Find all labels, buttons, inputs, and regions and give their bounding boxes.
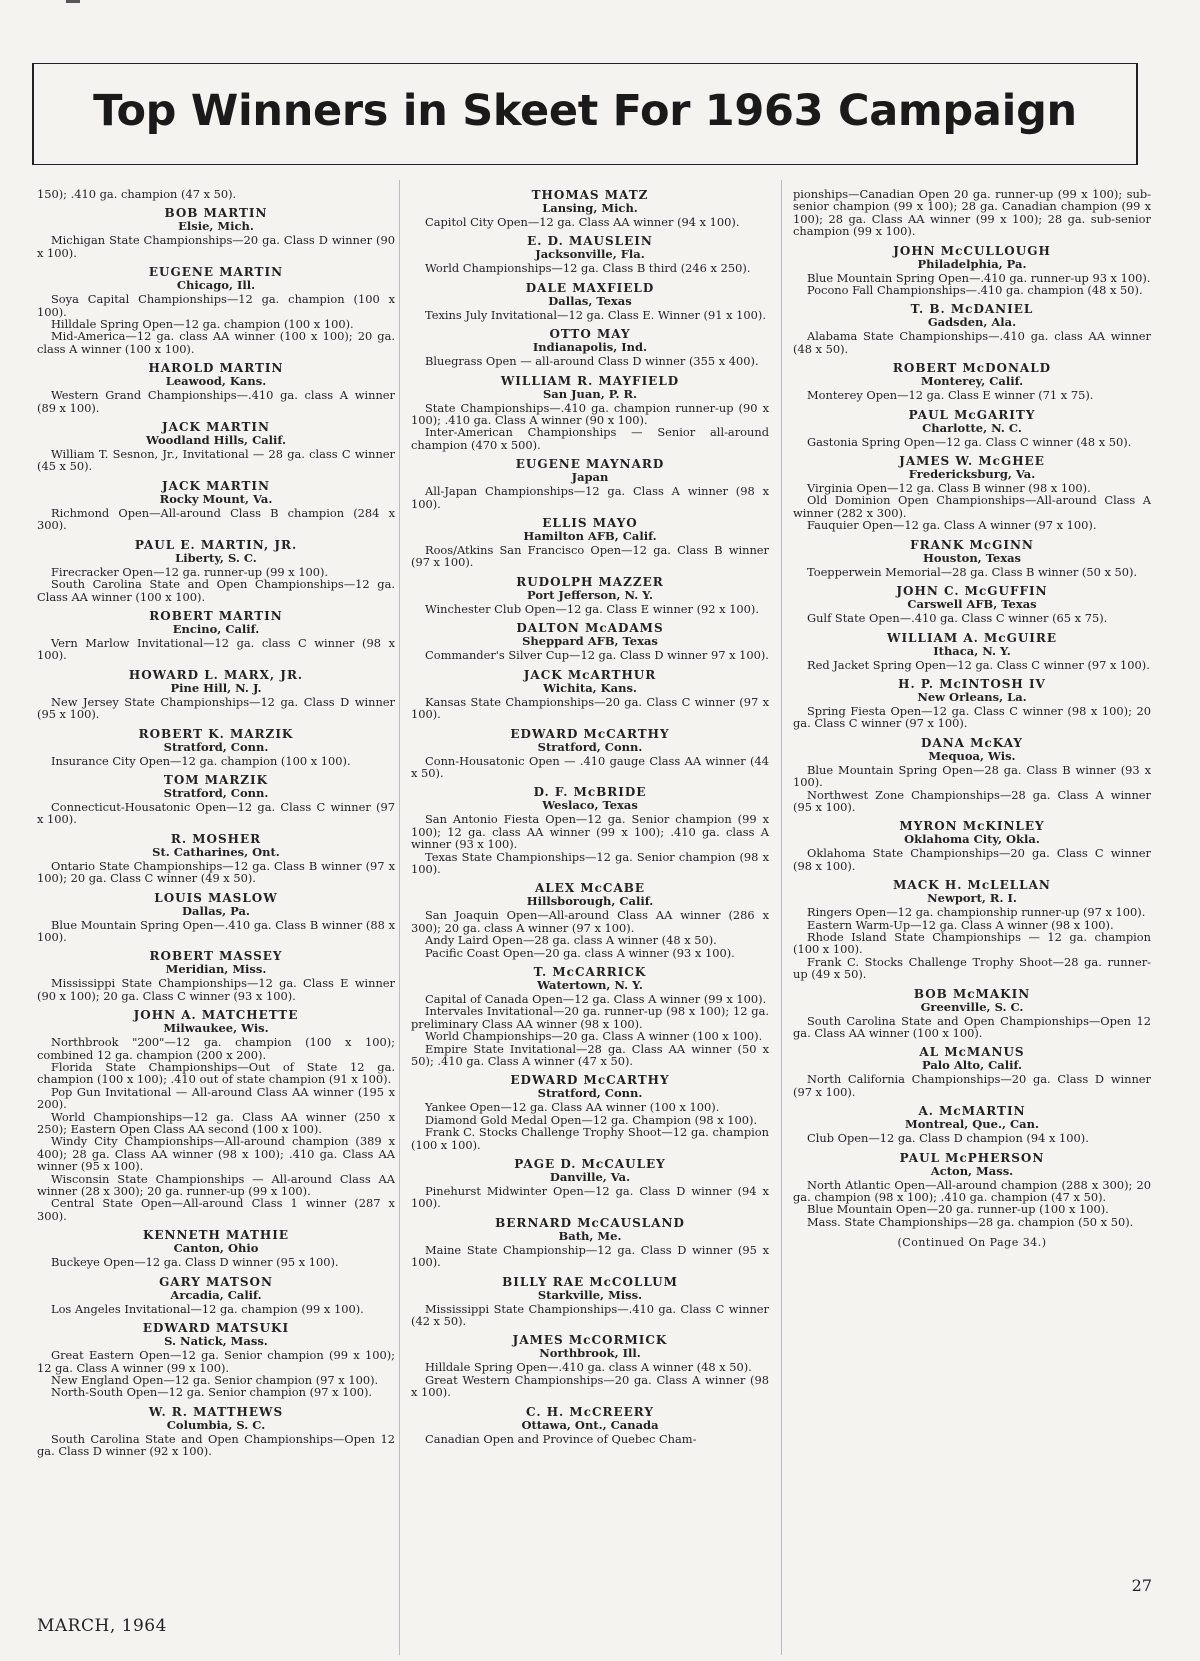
winner-hometown: Ottawa, Ont., Canada	[521, 1417, 659, 1432]
winner-name: A. McMARTIN	[918, 1104, 1026, 1119]
winner-hometown: Charlotte, N. C.	[922, 420, 1022, 435]
winner-hometown: Columbia, S. C.	[166, 1417, 266, 1432]
winner-name: DALE MAXFIELD	[525, 280, 655, 295]
winner-result: Los Angeles Invitational—12 ga. champion (99 x 100).	[51, 1301, 364, 1316]
winner-result: Richmond Open—All-around Class B champion (284 x 300).	[37, 505, 395, 533]
winner-name: WILLIAM A. McGUIRE	[886, 630, 1058, 645]
winner-result: Bluegrass Open — all-around Class D winner (355 x 400).	[425, 354, 759, 369]
winner-hometown: Dallas, Pa.	[182, 903, 250, 918]
winner-name: WILLIAM R. MAYFIELD	[500, 373, 680, 388]
winner-result: Pocono Fall Championships—.410 ga. champion (48 x 50).	[807, 283, 1143, 298]
winner-result: Roos/Atkins San Francisco Open—12 ga. Class B winner (97 x 100).	[411, 543, 769, 570]
winner-hometown: Weslaco, Texas	[542, 798, 638, 813]
winner-name: E. D. MAUSLEIN	[527, 234, 653, 249]
winner-hometown: Dallas, Texas	[548, 293, 632, 308]
winner-result: William T. Sesnon, Jr., Invitational — 28 ga. class C winner (45 x 50).	[37, 447, 395, 474]
winner-name: EDWARD MATSUKI	[142, 1321, 290, 1336]
winner-name: BERNARD McCAUSLAND	[495, 1215, 685, 1230]
winner-entry	[37, 833, 395, 885]
winner-name: ALEX McCABE	[534, 881, 646, 896]
winner-name: MACK H. McLELLAN	[893, 878, 1051, 893]
winner-hometown: Meridian, Miss.	[165, 962, 267, 977]
winner-result: Frank C. Stocks Challenge Trophy Shoot—28 ga. runner-up (49 x 50).	[793, 954, 1151, 982]
winner-result: Maine State Championship—12 ga. Class D winner (95 x 100).	[411, 1242, 769, 1270]
winner-result: Insurance City Open—12 ga. champion (100 x 100).	[51, 753, 351, 768]
winner-hometown: Northbrook, Ill.	[539, 1346, 641, 1361]
winner-entry	[411, 1406, 769, 1445]
winner-name: JACK McARTHUR	[523, 667, 657, 682]
winner-result: Northbrook "200"—12 ga. champion (100 x 100); combined 12 ga. champion (200 x 200).	[37, 1035, 395, 1062]
winner-result: South Carolina State and Open Championships—12 ga. Class AA winner (100 x 100).	[37, 577, 395, 604]
title-box	[32, 63, 1138, 165]
winner-result: Alabama State Championships—.410 ga. class AA winner (48 x 50).	[793, 329, 1151, 356]
winner-result: Virginia Open—12 ga. Class B winner (98 x 100).	[807, 481, 1091, 496]
winner-name: ROBERT K. MARZIK	[138, 726, 294, 741]
column-divider	[781, 180, 782, 1655]
winner-hometown: Gadsden, Ala.	[927, 315, 1017, 330]
winner-hometown: Wichita, Kans.	[543, 680, 637, 695]
winner-name: THOMAS MATZ	[531, 188, 649, 202]
winner-hometown: Oklahoma City, Okla.	[904, 832, 1040, 847]
winner-entry	[793, 632, 1151, 671]
winner-name: ELLIS MAYO	[542, 516, 638, 531]
winner-entry	[37, 774, 395, 826]
winner-name: RUDOLPH MAZZER	[516, 574, 664, 589]
winner-result: Yankee Open—12 ga. Class AA winner (100 x 100).	[425, 1100, 720, 1115]
winner-hometown: New Orleans, La.	[917, 689, 1027, 704]
winner-entry	[411, 1217, 769, 1269]
winner-result: Mid-America—12 ga. class AA winner (100 x 100); 20 ga. class A winner (100 x 100).	[37, 329, 395, 356]
winner-name: EUGENE MARTIN	[148, 265, 284, 280]
winner-name: T. McCARRICK	[533, 964, 647, 979]
winner-entry	[37, 362, 395, 414]
winner-result: Commander's Silver Cup—12 ga. Class D winner 97 x 100).	[425, 648, 769, 663]
winner-result: Red Jacket Spring Open—12 ga. Class C winner (97 x 100).	[807, 657, 1150, 672]
winner-result: Winchester Club Open—12 ga. Class E winner (92 x 100).	[425, 601, 759, 616]
winner-result: Club Open—12 ga. Class D champion (94 x 100).	[807, 1131, 1089, 1146]
winner-result: Blue Mountain Spring Open—.410 ga. runner-up 93 x 100).	[807, 270, 1151, 285]
winner-result: Soya Capital Championships—12 ga. champion (100 x 100).	[37, 292, 395, 319]
column-3	[793, 188, 1151, 1250]
winner-hometown: Houston, Texas	[922, 550, 1022, 565]
winner-hometown: Arcadia, Calif.	[170, 1287, 262, 1302]
winner-entry	[793, 678, 1151, 730]
winner-hometown: Stratford, Conn.	[163, 785, 269, 800]
winner-hometown: Hillsborough, Calif.	[526, 894, 654, 909]
winner-name: ROBERT MARTIN	[149, 608, 283, 623]
winner-hometown: Carswell AFB, Texas	[907, 597, 1037, 612]
winner-entry	[411, 282, 769, 321]
winner-result: Buckeye Open—12 ga. Class D winner (95 x 100).	[51, 1255, 339, 1270]
winner-hometown: Leawood, Kans.	[165, 374, 267, 389]
winner-result: North California Championships—20 ga. Class D winner (97 x 100).	[793, 1072, 1151, 1099]
winner-entry	[411, 1334, 769, 1398]
winner-hometown: Stratford, Conn.	[537, 739, 643, 754]
winner-result: Kansas State Championships—20 ga. Class C winner (97 x 100).	[411, 694, 769, 722]
winner-entry	[793, 1046, 1151, 1098]
winner-name: BILLY RAE McCOLLUM	[502, 1274, 678, 1289]
winner-name: R. MOSHER	[170, 831, 262, 846]
winner-name: JACK MARTIN	[161, 420, 270, 435]
winner-result: Wisconsin State Championships — All-around Class AA winner (28 x 300); 20 ga. runner-up (99 x 100).	[37, 1171, 395, 1199]
winner-entry	[411, 189, 769, 228]
winner-name: LOUIS MASLOW	[154, 890, 278, 905]
winner-result: New Jersey State Championships—12 ga. Class D winner (95 x 100).	[37, 694, 395, 722]
winner-name: TOM MARZIK	[163, 772, 269, 787]
column-1	[37, 188, 395, 1465]
winner-hometown: Newport, R. I.	[927, 891, 1017, 906]
winner-entry	[411, 882, 769, 959]
winner-result: Old Dominion Open Championships—All-around Class A winner (282 x 300).	[793, 493, 1151, 520]
winner-hometown: Watertown, N. Y.	[537, 977, 643, 992]
winner-entry	[411, 786, 769, 875]
winner-result: Fauquier Open—12 ga. Class A winner (97 x 100).	[807, 518, 1097, 533]
winner-hometown: Pine Hill, N. J.	[170, 680, 262, 695]
winner-name: AL McMANUS	[919, 1045, 1025, 1060]
winner-result: Pacific Coast Open—20 ga. class A winner (93 x 100).	[425, 945, 735, 960]
winner-result: Central State Open—All-around Class 1 winner (287 x 300).	[37, 1196, 395, 1223]
winner-result: Rhode Island State Championships — 12 ga. champion (100 x 100).	[793, 929, 1151, 957]
winner-entry	[37, 610, 395, 662]
winner-result: Vern Marlow Invitational—12 ga. class C winner (98 x 100).	[37, 635, 395, 663]
winner-hometown: Lansing, Mich.	[542, 201, 638, 215]
winner-hometown: San Juan, P. R.	[542, 386, 638, 401]
winner-result: Western Grand Championships—.410 ga. class A winner (89 x 100).	[37, 388, 395, 415]
winner-result: Florida State Championships—Out of State 12 ga. champion (100 x 100); .410 out of state champion (91 x 100).	[37, 1060, 395, 1087]
winner-hometown: Stratford, Conn.	[163, 739, 269, 754]
winner-name: HOWARD L. MARX, JR.	[128, 667, 304, 682]
winner-entry	[411, 458, 769, 510]
winner-entry	[793, 1152, 1151, 1229]
winner-result: Firecracker Open—12 ga. runner-up (99 x 100).	[51, 564, 329, 579]
page-number: 27	[1131, 1576, 1152, 1595]
winner-entry	[411, 966, 769, 1067]
winner-hometown: Philadelphia, Pa.	[917, 256, 1027, 271]
winner-hometown: St. Catharines, Ont.	[152, 844, 280, 859]
winner-result: New England Open—12 ga. Senior champion (97 x 100).	[51, 1372, 379, 1387]
winner-result: Pop Gun Invitational — All-around Class AA winner (195 x 200).	[37, 1084, 395, 1112]
winner-name: DANA McKAY	[921, 735, 1023, 750]
winner-result: Texas State Championships—12 ga. Senior champion (98 x 100).	[411, 849, 769, 876]
winner-name: GARY MATSON	[159, 1274, 273, 1289]
winner-entry	[411, 1074, 769, 1151]
winner-hometown: Stratford, Conn.	[537, 1086, 643, 1101]
winner-result: Blue Mountain Spring Open—.410 ga. Class B winner (88 x 100).	[37, 917, 395, 944]
winner-hometown: Sheppard AFB, Texas	[522, 634, 658, 649]
winner-entry	[37, 1276, 395, 1315]
winner-entry	[793, 820, 1151, 872]
winner-result: Mass. State Championships—28 ga. champion (50 x 50).	[807, 1214, 1134, 1229]
winner-result: Oklahoma State Championships—20 ga. Class C winner (98 x 100).	[793, 846, 1151, 873]
winner-name: JOHN McCULLOUGH	[893, 243, 1051, 258]
winner-entry	[37, 892, 395, 944]
winner-result: Texins July Invitational—12 ga. Class E. Winner (91 x 100).	[425, 307, 766, 322]
winner-name: W. R. MATTHEWS	[148, 1404, 284, 1419]
winner-entry	[793, 737, 1151, 814]
winner-entry	[411, 622, 769, 661]
winner-hometown: Bath, Me.	[558, 1228, 622, 1243]
winner-hometown: Encino, Calif.	[172, 621, 260, 636]
winner-result: Gulf State Open—.410 ga. Class C winner (65 x 75).	[807, 611, 1108, 626]
winner-hometown: Monterey, Calif.	[920, 374, 1024, 389]
winner-result: Capitol City Open—12 ga. Class AA winner (94 x 100).	[425, 215, 740, 229]
winner-result: South Carolina State and Open Championships—Open 12 ga. Class D winner (92 x 100).	[37, 1431, 395, 1459]
winner-name: C. H. McCREERY	[526, 1404, 654, 1419]
winner-hometown: Canton, Ohio	[173, 1241, 259, 1256]
winner-result: Pinehurst Midwinter Open—12 ga. Class D winner (94 x 100).	[411, 1184, 769, 1211]
winner-entry	[37, 480, 395, 532]
winner-name: KENNETH MATHIE	[142, 1228, 290, 1243]
winner-result: Toepperwein Memorial—28 ga. Class B winner (50 x 50).	[807, 564, 1138, 579]
winner-result: North Atlantic Open—All-around champion (288 x 300); 20 ga. champion (98 x 100); .410 ga. champion (47 x 50).	[793, 1177, 1151, 1205]
winner-result: Connecticut-Housatonic Open—12 ga. Class C winner (97 x 100).	[37, 799, 395, 827]
winner-name: BOB MARTIN	[164, 206, 268, 221]
winner-name: JAMES McCORMICK	[512, 1333, 668, 1348]
winner-name: JOHN A. MATCHETTE	[133, 1008, 299, 1023]
winner-result: World Championships—12 ga. Class AA winner (250 x 250); Eastern Open Class AA second (100 x 100).	[37, 1109, 395, 1137]
winner-name: T. B. McDANIEL	[910, 302, 1034, 317]
winner-hometown: Chicago, Ill.	[176, 278, 256, 293]
winner-hometown: Danville, Va.	[549, 1170, 631, 1185]
winner-result: Gastonia Spring Open—12 ga. Class C winner (48 x 50).	[807, 434, 1132, 449]
winner-entry	[411, 1158, 769, 1210]
winner-result: Capital of Canada Open—12 ga. Class A winner (99 x 100).	[425, 991, 767, 1006]
continued-note: (Continued On Page 34.)	[897, 1236, 1047, 1250]
winner-entry	[793, 409, 1151, 448]
winner-entry	[793, 303, 1151, 355]
winner-result: Intervales Invitational—20 ga. runner-up (98 x 100); 12 ga. preliminary Class AA winner (98 x 100).	[411, 1004, 769, 1031]
winner-hometown: Japan	[571, 470, 609, 485]
winner-entry	[793, 455, 1151, 532]
winner-entry	[37, 207, 395, 259]
winner-result: Great Western Championships—20 ga. Class A winner (98 x 100).	[411, 1372, 769, 1400]
winner-entry	[411, 1276, 769, 1328]
winner-result: North-South Open—12 ga. Senior champion (97 x 100).	[51, 1385, 373, 1400]
winner-hometown: Ithaca, N. Y.	[933, 643, 1011, 658]
winner-name: PAUL E. MARTIN, JR.	[134, 537, 298, 552]
winner-entry	[793, 362, 1151, 401]
winner-entry	[37, 950, 395, 1002]
winner-hometown: Rocky Mount, Va.	[159, 491, 273, 506]
winner-entry	[37, 1229, 395, 1268]
winner-name: EDWARD McCARTHY	[510, 726, 670, 741]
winner-result: All-Japan Championships—12 ga. Class A winner (98 x 100).	[411, 484, 769, 511]
winner-result: Eastern Warm-Up—12 ga. Class A winner (98 x 100).	[807, 917, 1114, 932]
winner-entry	[411, 375, 769, 452]
winner-result: Inter-American Championships — Senior all-around champion (470 x 500).	[411, 425, 769, 452]
winner-hometown: Greenville, S. C.	[920, 999, 1024, 1014]
winner-entry	[37, 539, 395, 603]
winner-entry	[37, 1406, 395, 1458]
winner-name: OTTO MAY	[549, 327, 631, 342]
winner-name: DALTON McADAMS	[516, 621, 664, 636]
winner-hometown: Port Jefferson, N. Y.	[527, 587, 653, 602]
winner-name: HAROLD MARTIN	[148, 361, 284, 376]
winner-entry	[411, 669, 769, 721]
winner-hometown: Milwaukee, Wis.	[163, 1021, 269, 1036]
page-title: Top Winners in Skeet For 1963 Campaign	[93, 86, 1077, 136]
winner-result: State Championships—.410 ga. champion runner-up (90 x 100); .410 ga. Class A winner (90 x 100).	[411, 400, 769, 428]
winner-result: South Carolina State and Open Championships—Open 12 ga. Class AA winner (100 x 100).	[793, 1013, 1151, 1040]
winner-name: ROBERT McDONALD	[892, 361, 1052, 376]
winner-result: Northwest Zone Championships—28 ga. Class A winner (95 x 100).	[793, 787, 1151, 814]
winner-name: ROBERT MASSEY	[149, 949, 283, 964]
winner-entry	[37, 728, 395, 767]
winner-name: EDWARD McCARTHY	[510, 1073, 670, 1088]
winner-result: World Championships—12 ga. Class B third (246 x 250).	[425, 261, 751, 276]
continued-text: pionships—Canadian Open 20 ga. runner-up (99 x 100); sub-senior champion (99 x 100); 28 ga. Canadian champion (99 x 100); 28 ga. Class AA winner (99 x 100); 28 ga. sub-senior champion (99 x 100).	[793, 187, 1151, 239]
winner-name: JAMES W. McGHEE	[899, 454, 1045, 469]
winner-hometown: Hamilton AFB, Calif.	[523, 529, 657, 544]
winner-result: Ringers Open—12 ga. championship runner-up (97 x 100).	[807, 905, 1146, 920]
winner-result: Hilldale Spring Open—12 ga. champion (100 x 100).	[51, 317, 354, 332]
winner-entry	[37, 1322, 395, 1399]
winner-hometown: Elsie, Mich.	[178, 219, 254, 234]
winner-hometown: Woodland Hills, Calif.	[146, 433, 286, 448]
winner-result: Mississippi State Championships—12 ga. Class E winner (90 x 100); 20 ga. Class C winner (93 x 100).	[37, 976, 395, 1003]
winner-hometown: S. Natick, Mass.	[164, 1334, 268, 1349]
top-edge-mark	[66, 0, 80, 3]
winner-hometown: Jacksonville, Fla.	[535, 247, 645, 262]
winner-hometown: Liberty, S. C.	[175, 550, 257, 565]
winner-entry	[793, 879, 1151, 980]
winner-name: FRANK McGINN	[910, 537, 1034, 552]
winner-result: Ontario State Championships—12 ga. Class B winner (97 x 100); 20 ga. Class C winner (49 x 50).	[37, 858, 395, 886]
winner-name: PAGE D. McCAULEY	[514, 1157, 666, 1172]
winner-name: PAUL McPHERSON	[899, 1150, 1045, 1165]
winner-name: JACK MARTIN	[161, 478, 270, 493]
winner-entry	[37, 266, 395, 355]
winner-hometown: Palo Alto, Calif.	[922, 1058, 1022, 1073]
winner-name: MYRON McKINLEY	[899, 819, 1045, 834]
winner-result: Michigan State Championships—20 ga. Class D winner (90 x 100).	[37, 233, 395, 260]
winner-entry	[411, 728, 769, 780]
winner-name: PAUL McGARITY	[908, 407, 1036, 422]
winner-result: Blue Mountain Open—20 ga. runner-up (100 x 100).	[807, 1202, 1109, 1217]
continued-text: 150); .410 ga. champion (47 x 50).	[37, 187, 237, 201]
winner-entry	[411, 576, 769, 615]
winner-result: Diamond Gold Medal Open—12 ga. Champion (98 x 100).	[425, 1112, 758, 1127]
winner-entry	[411, 517, 769, 569]
winner-result: Monterey Open—12 ga. Class E winner (71 x 75).	[807, 388, 1094, 403]
winner-name: EUGENE MAYNARD	[515, 457, 665, 472]
winner-hometown: Fredericksburg, Va.	[908, 467, 1036, 482]
winner-result: Hilldale Spring Open—.410 ga. class A winner (48 x 50).	[425, 1360, 752, 1375]
winner-hometown: Acton, Mass.	[930, 1163, 1014, 1178]
winner-name: BOB McMAKIN	[913, 986, 1031, 1001]
winner-name: H. P. McINTOSH IV	[898, 676, 1046, 691]
winner-entry	[793, 539, 1151, 578]
winner-result: San Antonio Fiesta Open—12 ga. Senior champion (99 x 100); 12 ga. class AA winner (99 x 100); .410 ga. class A winner (93 x 100).	[411, 812, 769, 852]
column-divider	[399, 180, 400, 1655]
winner-entry	[793, 988, 1151, 1040]
winner-result: Great Eastern Open—12 ga. Senior champion (99 x 100); 12 ga. Class A winner (99 x 100).	[37, 1348, 395, 1375]
winner-entry	[793, 245, 1151, 297]
winner-result: San Joaquin Open—All-around Class AA winner (286 x 300); 20 ga. class A winner (97 x 100).	[411, 908, 769, 935]
winner-result: Blue Mountain Spring Open—28 ga. Class B winner (93 x 100).	[793, 762, 1151, 790]
winner-result: Conn-Housatonic Open — .410 gauge Class AA winner (44 x 50).	[411, 753, 769, 780]
footer-date: MARCH, 1964	[37, 1616, 167, 1636]
winner-hometown: Indianapolis, Ind.	[532, 340, 648, 355]
winner-hometown: Montreal, Que., Can.	[905, 1117, 1039, 1132]
winner-result: Mississippi State Championships—.410 ga. Class C winner (42 x 50).	[411, 1301, 769, 1329]
winner-entry	[793, 1105, 1151, 1144]
winner-entry	[37, 1009, 395, 1222]
winner-hometown: Mequoa, Wis.	[928, 748, 1016, 763]
winner-name: D. F. McBRIDE	[533, 785, 647, 800]
winner-entry	[411, 235, 769, 274]
winner-entry	[37, 421, 395, 473]
winner-entry	[793, 585, 1151, 624]
winner-result: Spring Fiesta Open—12 ga. Class C winner (98 x 100); 20 ga. Class C winner (97 x 100).	[793, 703, 1151, 731]
winner-entry	[411, 328, 769, 367]
winner-result: World Championships—20 ga. Class A winner (100 x 100).	[425, 1029, 763, 1044]
winner-name: JOHN C. McGUFFIN	[896, 584, 1048, 599]
column-2	[411, 188, 769, 1452]
winner-entry	[37, 669, 395, 721]
winner-hometown: Starkville, Miss.	[537, 1287, 643, 1302]
winner-result: Andy Laird Open—28 ga. class A winner (48 x 50).	[425, 933, 717, 948]
winner-result: Frank C. Stocks Challenge Trophy Shoot—12 ga. champion (100 x 100).	[411, 1125, 769, 1152]
winner-result: Empire State Invitational—28 ga. Class AA winner (50 x 50); .410 ga. Class A winner (47 x 50).	[411, 1041, 769, 1068]
winner-result: Windy City Championships—All-around champion (389 x 400); 28 ga. Class AA winner (98 x 100); .410 ga. Class AA winner (95 x 100).	[37, 1134, 395, 1174]
winner-result: Canadian Open and Province of Quebec Cham-	[425, 1431, 697, 1446]
